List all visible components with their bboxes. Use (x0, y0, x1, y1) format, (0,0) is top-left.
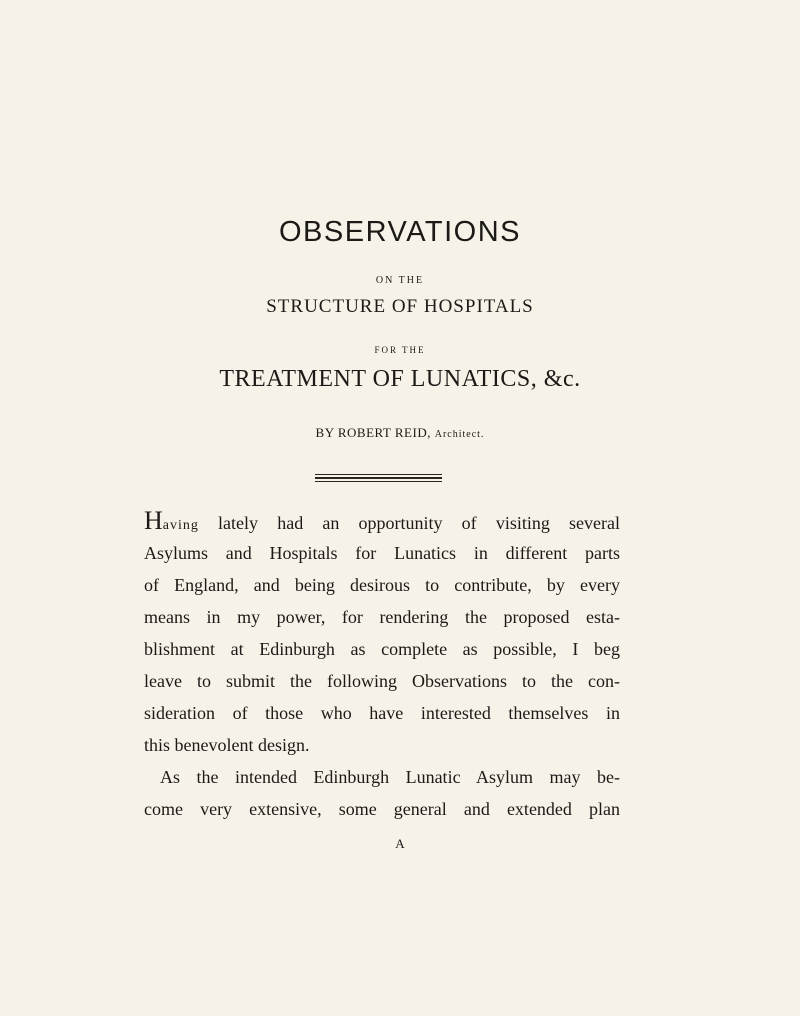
body-line: this benevolent design. (144, 735, 310, 755)
signature-mark: A (395, 836, 405, 851)
body-line: blishment at Edinburgh as complete as possible, I beg (144, 639, 620, 659)
author-line (0, 425, 800, 441)
body-line: come very extensive, some general and extended plan (144, 799, 620, 819)
body-line (144, 505, 620, 537)
dropcap-letter: H (144, 506, 163, 535)
decorative-rule (315, 474, 442, 483)
subtitle-treatment: TREATMENT OF LUNATICS, &c. (219, 366, 581, 392)
subtitle-structure: STRUCTURE OF HOSPITALS (266, 296, 534, 317)
body-text (144, 505, 620, 825)
title-connector-on-the: ON THE (375, 275, 425, 286)
author-name: BY ROBERT REID, (315, 425, 435, 440)
page-title: OBSERVATIONS (279, 216, 521, 248)
body-line: As the intended Edinburgh Lunatic Asylum may be- (160, 767, 620, 787)
body-line: means in my power, for rendering the proposed esta- (144, 607, 620, 627)
author-role: Architect. (434, 429, 485, 440)
body-line: sideration of those who have interested themselves in (144, 703, 620, 723)
body-line: of England, and being desirous to contribute, by every (144, 575, 620, 595)
body-line: leave to submit the following Observations to the con- (144, 671, 620, 691)
dropcap-word-rest: aving (162, 518, 199, 533)
body-line-text: lately had an opportunity of visiting several (198, 513, 620, 533)
title-connector-for-the: FOR THE (374, 345, 426, 355)
body-line: Asylums and Hospitals for Lunatics in different parts (144, 543, 620, 563)
